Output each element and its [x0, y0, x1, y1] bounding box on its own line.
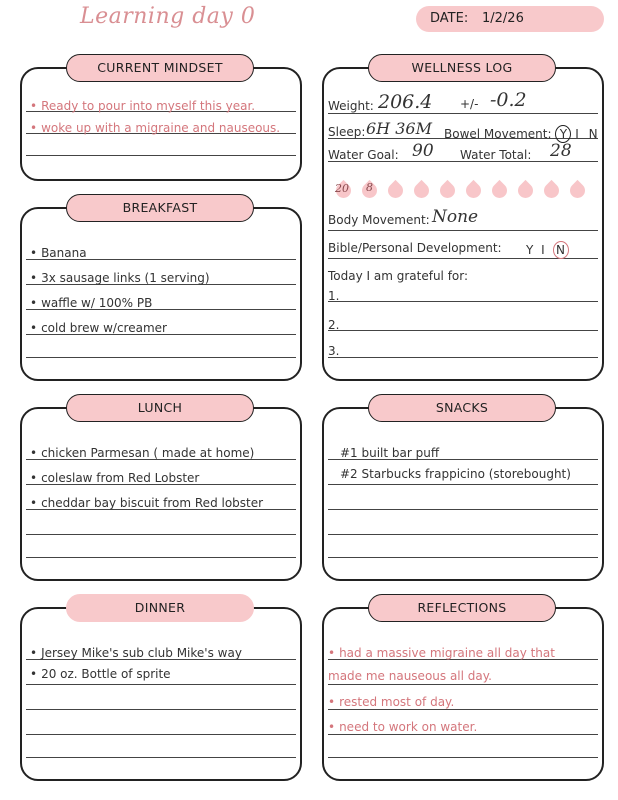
grateful-number: 3. — [328, 344, 340, 358]
weight-value: 206.4 — [378, 91, 433, 113]
breakfast-heading: BREAKFAST — [66, 194, 254, 222]
weight-label: Weight: — [328, 99, 374, 113]
water-drop-icon — [515, 180, 536, 201]
water-drop-icon — [437, 180, 458, 201]
dinner-section — [20, 607, 302, 781]
water-drop-label: 8 — [366, 181, 373, 194]
dinner-heading: DINNER — [66, 594, 254, 622]
wellness-heading: WELLNESS LOG — [368, 54, 556, 82]
list-item: • had a massive migraine all day that — [328, 646, 555, 660]
lunch-heading: LUNCH — [66, 394, 254, 422]
wellness-section — [322, 67, 604, 381]
list-item: • Jersey Mike's sub club Mike's way — [30, 646, 242, 660]
list-item: • 20 oz. Bottle of sprite — [30, 667, 171, 681]
snacks-heading: SNACKS — [368, 394, 556, 422]
list-item: • cheddar bay biscuit from Red lobster — [30, 496, 264, 510]
sleep-value: 6H 36M — [366, 119, 432, 138]
mindset-section — [20, 67, 302, 181]
list-item: • Banana — [30, 246, 87, 260]
list-item: • chicken Parmesan ( made at home) — [30, 446, 255, 460]
water-goal-value: 90 — [412, 141, 434, 161]
water-total-value: 28 — [550, 141, 572, 161]
list-item: • cold brew w/creamer — [30, 321, 167, 335]
water-drop-icon — [567, 180, 588, 201]
list-item: • rested most of day. — [328, 695, 455, 709]
grateful-number: 1. — [328, 289, 340, 303]
water-total-label: Water Total: — [460, 148, 532, 162]
date-badge — [416, 6, 604, 32]
water-drop-icon — [411, 180, 432, 201]
grateful-label: Today I am grateful for: — [328, 269, 469, 283]
date-value: 1/2/26 — [482, 11, 524, 26]
water-drop-icon — [385, 180, 406, 201]
water-drop-icon — [489, 180, 510, 201]
list-item: • 3x sausage links (1 serving) — [30, 271, 210, 285]
bowel-yes: Y — [555, 125, 571, 143]
water-drop-label: 20 — [335, 182, 349, 195]
bible-yes: Y — [526, 243, 534, 257]
bible-no: N — [553, 241, 569, 259]
bible-label: Bible/Personal Development: — [328, 241, 502, 255]
water-drop-icon — [463, 180, 484, 201]
bowel-label: Bowel Movement: Y I N — [444, 127, 598, 141]
list-item: • need to work on water. — [328, 720, 478, 734]
grateful-number: 2. — [328, 318, 340, 332]
date-label: DATE: — [430, 11, 469, 26]
body-movement-value: None — [432, 207, 479, 227]
list-item: #1 built bar puff — [340, 446, 440, 460]
lunch-section — [20, 407, 302, 581]
list-item: • Ready to pour into myself this year. — [30, 99, 256, 113]
sleep-label: Sleep: — [328, 125, 366, 139]
list-item: • waffle w/ 100% PB — [30, 296, 153, 310]
breakfast-section — [20, 207, 302, 381]
list-item: • woke up with a migraine and nauseous. — [30, 121, 281, 135]
snacks-section — [322, 407, 604, 581]
water-goal-label: Water Goal: — [328, 148, 399, 162]
water-drop-icon — [541, 180, 562, 201]
body-movement-label: Body Movement: — [328, 213, 430, 227]
list-item: • coleslaw from Red Lobster — [30, 471, 200, 485]
bowel-no: N — [588, 127, 598, 141]
reflections-heading: REFLECTIONS — [368, 594, 556, 622]
journal-title: Learning day 0 — [80, 4, 256, 29]
bible-options: Y I N — [526, 241, 569, 259]
change-value: -0.2 — [490, 89, 527, 111]
list-item: #2 Starbucks frappicino (storebought) — [340, 467, 571, 481]
mindset-heading: CURRENT MINDSET — [66, 54, 254, 82]
change-label: +/- — [460, 97, 479, 111]
reflections-section — [322, 607, 604, 781]
list-item: made me nauseous all day. — [328, 669, 492, 683]
